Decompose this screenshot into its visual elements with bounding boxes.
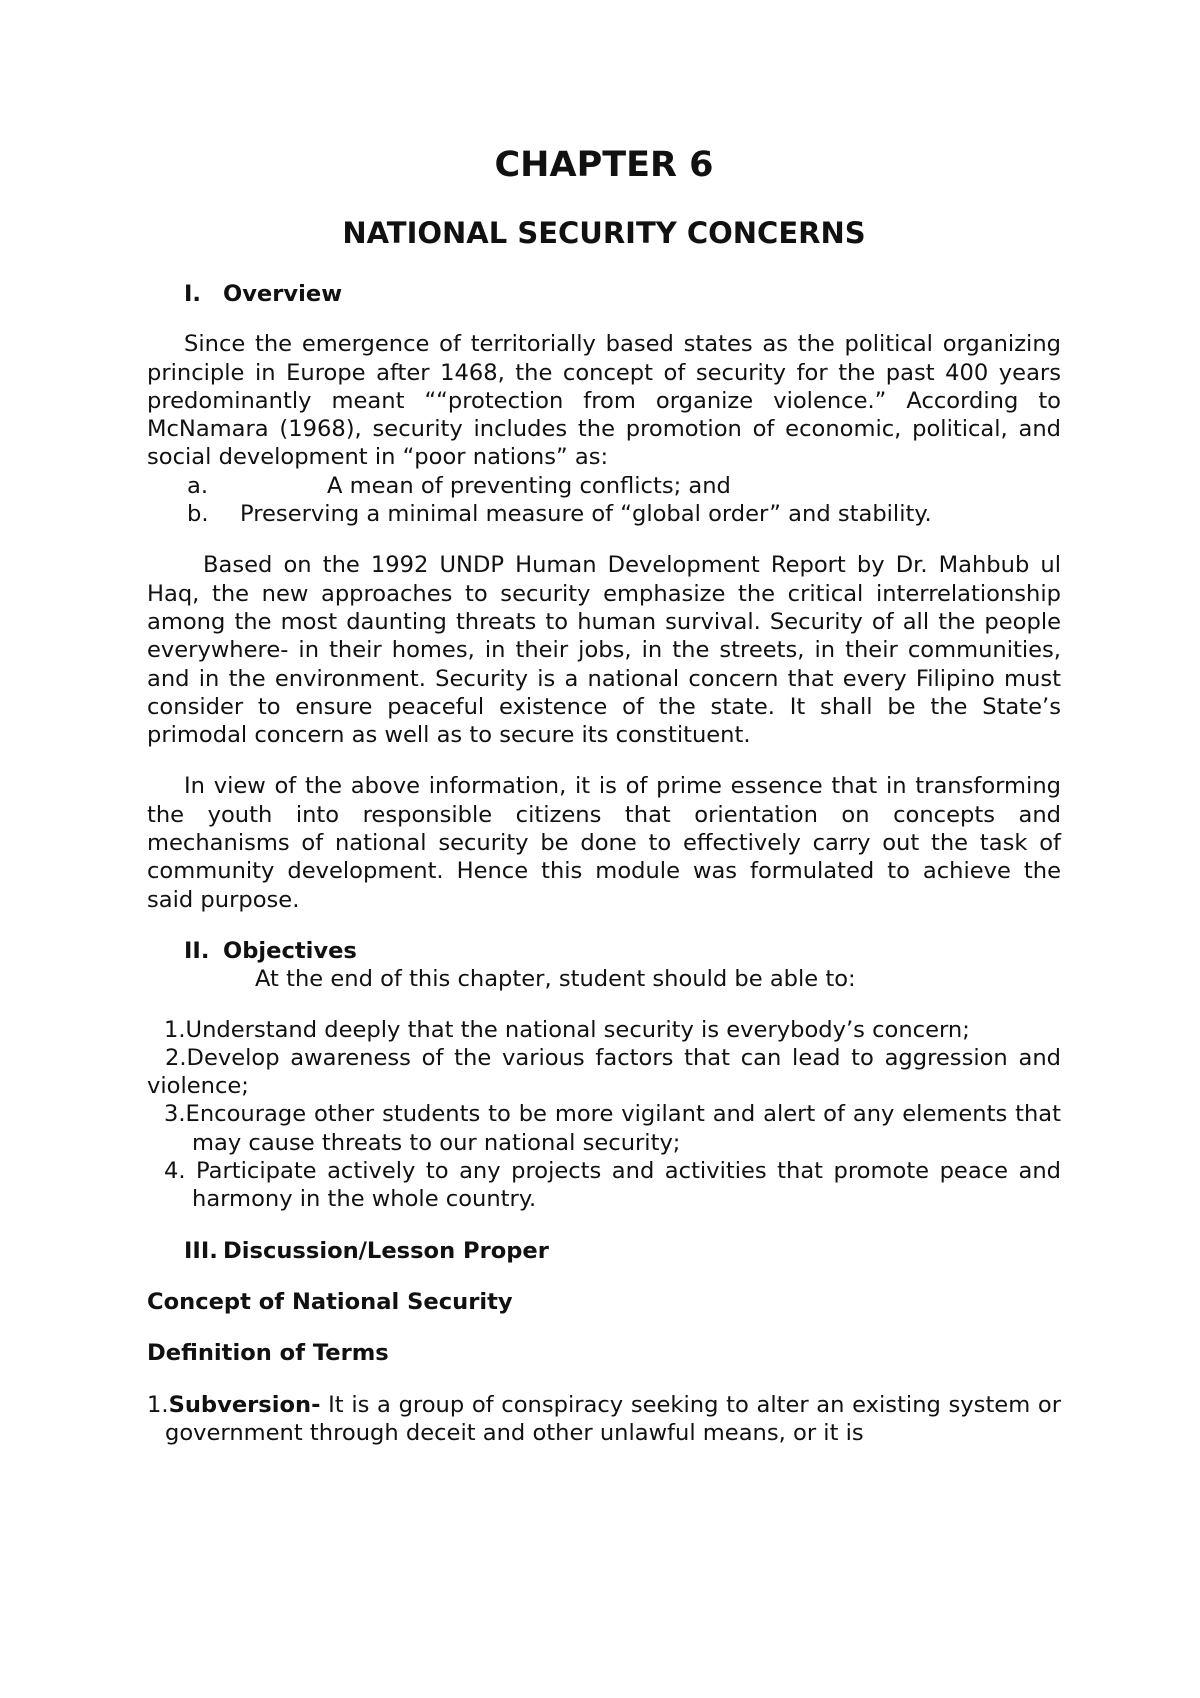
list-item-text: Preserving a minimal measure of “global order” and stability.: [240, 501, 932, 528]
section-title: Objectives: [223, 937, 357, 964]
definition-number: 1.: [147, 1391, 169, 1418]
list-item-letter: a.: [187, 472, 209, 499]
objective-item: 1.Understand deeply that the national security is everybody’s concern;: [164, 1016, 970, 1043]
objectives-intro: At the end of this chapter, student should be able to:: [255, 966, 856, 993]
chapter-title: CHAPTER 6: [494, 145, 714, 185]
definitions-heading: Definition of Terms: [147, 1340, 389, 1367]
definition-text: It is a group of conspiracy seeking to alter an existing system or government through deceit and other unlawful means, or it is: [165, 1391, 1061, 1446]
section-heading-discussion: [147, 1237, 1061, 1265]
section-number: III.: [184, 1237, 218, 1264]
list-item: [147, 500, 1061, 528]
list-item-letter: b.: [187, 501, 209, 528]
concept-heading: Concept of National Security: [147, 1288, 513, 1315]
objective-item: 4. Participate actively to any projects and activities that promote peace and harmony in the whole country.: [164, 1158, 1061, 1213]
section-heading-overview: [147, 280, 1061, 308]
list-item-text: A mean of preventing conflicts; and: [327, 472, 731, 499]
overview-paragraph-2: Based on the 1992 UNDP Human Development Report by Dr. Mahbub ul Haq, the new approaches to security emphasize the critical interrelationship among the most daunting threats to human survival. Security of all the people everywhere- in their homes, in their jobs, in the streets, in their communities, and in the environment. Security is a national concern that every Filipino must consider to ensure peaceful existence of the state. It shall be the State’s primodal concern as well as to secure its constituent.: [147, 552, 1061, 749]
section-number: I.: [184, 281, 201, 307]
section-number: II.: [184, 937, 210, 964]
definition-item: [147, 1391, 1061, 1448]
objective-item: 3.Encourage other students to be more vigilant and alert of any elements that may cause threats to our national security;: [164, 1101, 1061, 1156]
section-heading-objectives: [147, 937, 1061, 965]
objective-item: 2.Develop awareness of the various factors that can lead to aggression and violence;: [147, 1044, 1061, 1100]
overview-paragraph-1: Since the emergence of territorially based states as the political organizing principle in Europe after 1468, the concept of security for the past 400 years predominantly meant ““protection from organize violence.” According to McNamara (1968), security includes the promotion of economic, political, and social development in “poor nations” as:: [147, 331, 1061, 471]
section-title: Overview: [223, 281, 343, 307]
overview-paragraph-3: In view of the above information, it is of prime essence that in transforming the youth into responsible citizens that orientation on concepts and mechanisms of national security be done to effectively carry out the task of community development. Hence this module was formulated to achieve the said purpose.: [147, 773, 1061, 913]
list-item: [147, 472, 1061, 500]
section-title: Discussion/Lesson Proper: [223, 1237, 549, 1264]
main-title: NATIONAL SECURITY CONCERNS: [342, 216, 866, 250]
definition-term: Subversion-: [168, 1391, 321, 1418]
document-content: [147, 145, 1061, 1447]
